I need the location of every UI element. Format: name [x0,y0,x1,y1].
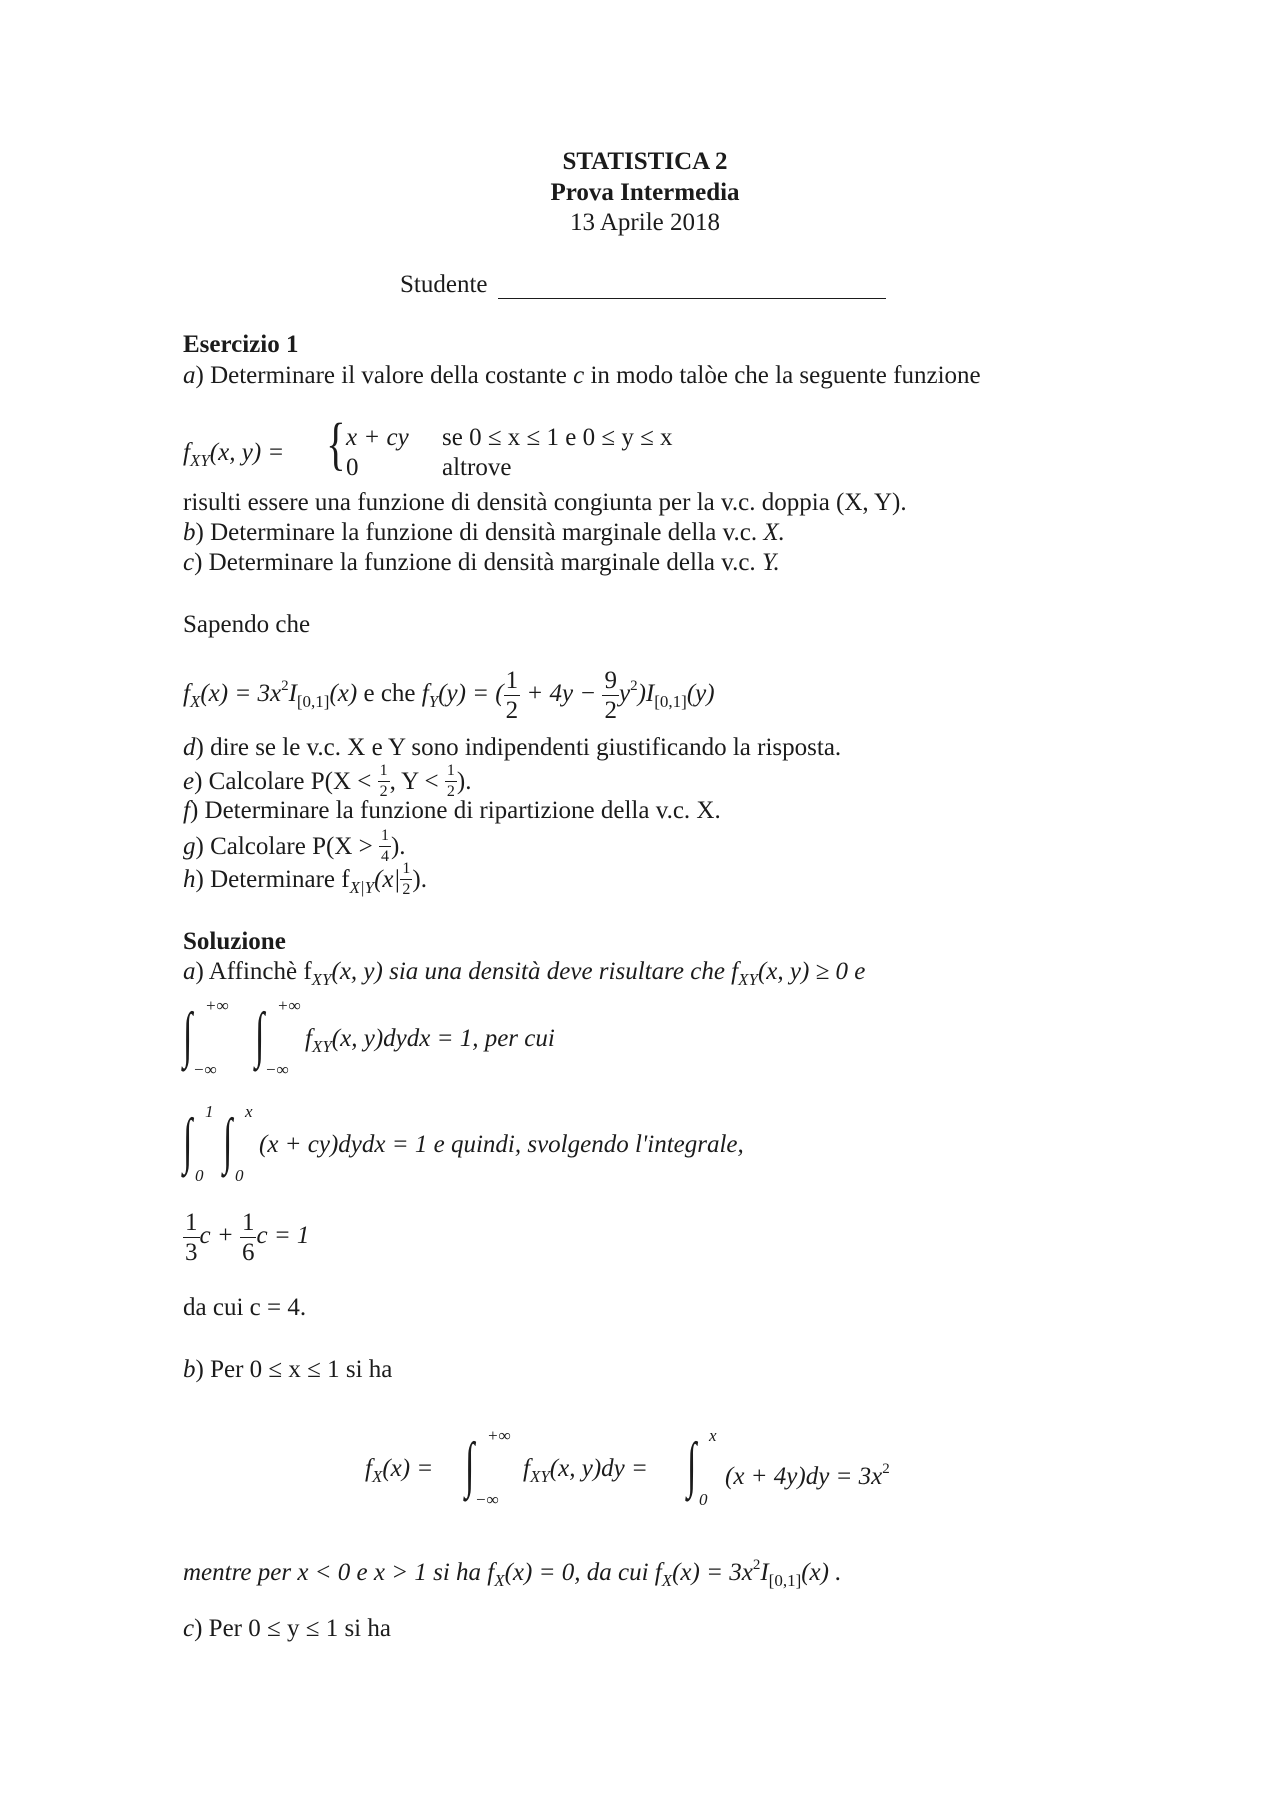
integral-sign: ∫ [183,1107,193,1175]
integral-sign: ∫ [223,1107,233,1175]
exercise-item-a: a) Determinare il valore della costante c in modo talòe che la seguente funzione [183,362,981,389]
integral-body: $f_{XY}(x$, y)dydx = 1, per cui [305,1025,555,1056]
integral-upper: +∞ [205,996,229,1015]
integral-lower: −∞ [265,1060,289,1079]
case2-condition: altrove [442,454,512,481]
integral-sign: ∫ [255,1001,265,1069]
double-integral-support [183,1102,883,1186]
course-title: STATISTICA 2 [562,148,728,175]
solution-item-c: c) Per 0 ≤ y ≤ 1 si ha [183,1615,391,1642]
exam-title: Prova Intermedia [550,179,740,206]
integral-body: (x + cy)dydx = 1 e quindi, svolgendo l'integrale, [259,1131,744,1158]
solution-title: Soluzione [183,928,286,955]
case1-condition: se 0 ≤ x ≤ 1 e 0 ≤ y ≤ x [442,424,673,451]
integral-lower: −∞ [193,1060,217,1079]
given-marginals: $f_X(x) = 3x^2I_{[0,1]}(x)$ e che $f_Y(y)$ = ( $\frac{1}{2}$ + 4y − $\frac{9}{2}$ $y^2)I_{[0,1]}(y)$ [183,667,715,724]
exercise-item-g: g) Calcolare P(X > $\frac{1}{4}$ ). [183,827,406,865]
integral-sign: ∫ [183,1001,193,1069]
integral-upper: x [709,1426,717,1445]
student-name-field[interactable] [498,298,886,299]
integral-upper: x [245,1102,253,1121]
integral-sign: ∫ [687,1431,697,1499]
integral-upper: +∞ [277,996,301,1015]
case1-expression: x + cy [346,424,409,451]
equation-for-c: $\frac{1}{3}$ c + $\frac{1}{6}$ c = 1 [185,1209,310,1266]
exercise-item-f: f) Determinare la funzione di ripartizione della v.c. X. [183,797,721,824]
solution-b-tail: mentre per x < 0 e x > 1 si ha $f_X(x) = 0$, da cui $f_X(x) = 3x^2I_{[0,1]}(x)$ . [183,1557,842,1590]
exam-date: 13 Aprile 2018 [570,209,720,236]
student-label: Studente [400,271,488,298]
marginal-x-result: $(x + 4y)dy = 3x^2$ [725,1461,890,1490]
solution-item-b: b) Per 0 ≤ x ≤ 1 si ha [183,1356,393,1383]
exercise-title: Esercizio 1 [183,331,299,358]
knowing-text: Sapendo che [183,611,311,638]
integral-lower: −∞ [475,1490,499,1509]
integral-sign: ∫ [465,1431,475,1499]
solution-item-a: a) Affinchè $f_{XY}(x$, y) sia una densità deve risultare che $f_{XY}(x$, y) ≥ 0 e [183,958,866,989]
marginal-x-middle: $f_{XY}(x$, y)dy = [523,1455,648,1486]
integral-upper: +∞ [487,1426,511,1445]
integral-lower: 0 [195,1166,204,1185]
exercise-item-b: b) Determinare la funzione di densità marginale della v.c. X. [183,519,785,546]
exercise-item-e: e) Calcolare P(X < $\frac{1}{2}$ , Y < $\frac{1}{2}$ ). [183,762,472,800]
marginal-x-lhs: $f_X(x)$ = [365,1455,434,1486]
double-integral-normalization [183,996,603,1080]
integral-lower: 0 [235,1166,244,1185]
exercise-a-tail: risulti essere una funzione di densità congiunta per la v.c. doppia (X, Y). [183,489,907,516]
integral-lower: 0 [699,1490,708,1509]
exercise-item-c: c) Determinare la funzione di densità marginale della v.c. Y. [183,549,780,576]
exercise-item-d: d) dire se le v.c. X e Y sono indipendenti giustificando la risposta. [183,734,842,761]
case2-expression: 0 [346,454,359,481]
exercise-item-h: h) Determinare $f_{X|Y}(x|$ $\frac{1}{2}$ ). [183,860,427,898]
marginal-x-equation [365,1426,965,1510]
fxy-lhs: $f_{XY}(x$, y) = [183,439,285,470]
integral-upper: 1 [205,1102,214,1121]
result-c: da cui c = 4. [183,1294,307,1321]
left-brace: { [326,411,346,476]
